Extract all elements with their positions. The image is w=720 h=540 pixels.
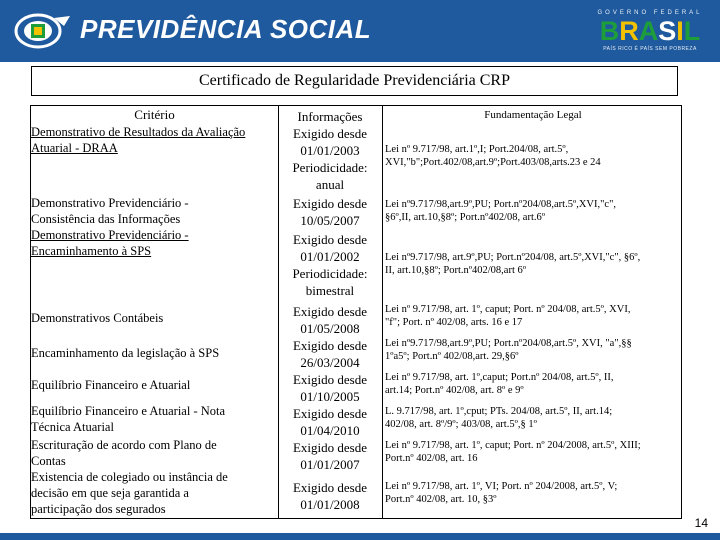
informacoes-line: bimestral: [305, 283, 355, 298]
fundamentacao-line: Lei nº9.717/98, art.9º,PU; Port.nº204/08, art.5º,XVI,"c", §6º,: [385, 252, 641, 263]
criterio-line: Existencia de colegiado ou instância de: [31, 470, 228, 484]
informacoes-line: 01/01/2002: [300, 249, 360, 264]
fundamentacao-line: Lei nº 9.717/98, art. 1º, caput; Port. nº 204/2008, art.5º, XIII;: [385, 440, 641, 451]
header-bar: [0, 0, 720, 62]
fundamentacao-line: §6º,II, art.10,§8º; Port.nº402/08, art.6º: [385, 212, 546, 223]
informacoes-line: Exigido desde: [292, 338, 367, 353]
criterio-line: Demonstrativo de Resultados da Avaliação: [31, 125, 246, 139]
informacoes-line: Exigido desde: [292, 196, 367, 211]
informacoes-line: Exigido desde: [292, 304, 367, 319]
fundamentacao-line: Port.nº 402/08, art. 16: [385, 453, 478, 464]
fundamentacao-line: Port.nº 402/08, art. 10, §3º: [385, 494, 497, 505]
informacoes-line: Exigido desde: [292, 406, 367, 421]
fundamentacao-line: "f"; Port. nº 402/08, arts. 16 e 17: [385, 317, 523, 328]
fundamentacao-cell: [384, 198, 681, 224]
fundamentacao-line: Lei nº 9.717/98, art. 1º,caput; Port.nº 204/08, art.5º, II,: [385, 372, 614, 383]
criterio-line: participação dos segurados: [31, 502, 166, 516]
fundamentacao-line: Lei nº9.717/98,art.9º,PU; Port.nº204/08,art.5º, XVI, "a",§§: [385, 338, 632, 349]
fundamentacao-cell: [384, 143, 681, 169]
informacoes-line: 10/05/2007: [300, 213, 360, 228]
informacoes-cell: [279, 371, 381, 405]
criterio-line: Demonstrativo Previdenciário -: [31, 196, 189, 210]
fundamentacao-cell: [384, 480, 681, 506]
fundamentacao-cell: [384, 405, 681, 431]
header-criterio: Critério: [134, 107, 175, 122]
page-title: Certificado de Regularidade Previdenciária CRP: [31, 66, 678, 96]
criterio-line: Contas: [31, 454, 66, 468]
criterio-cell: [31, 403, 278, 435]
fundamentacao-line: L. 9.717/98, art. 1º,cput; PTs. 204/08, art.5º, II, art.14;: [385, 406, 613, 417]
criterio-line: Encaminhamento da legislação à SPS: [31, 346, 220, 360]
criterio-line: decisão em que seja garantida a: [31, 486, 189, 500]
fundamentacao-line: Lei nº 9.717/98, art.1º,I; Port.204/08, art.5º,: [385, 144, 569, 155]
informacoes-cell: [279, 195, 381, 229]
informacoes-line: Periodicidade:: [292, 266, 368, 281]
header-fundamentacao: Fundamentação Legal: [484, 109, 582, 121]
criterio-line: Atuarial - DRAA: [31, 141, 118, 155]
criterio-line: Demonstrativo Previdenciário -: [31, 228, 189, 242]
criterio-cell: [31, 227, 278, 259]
informacoes-line: 01/05/2008: [300, 321, 360, 336]
informacoes-line: 01/04/2010: [300, 423, 360, 438]
criterio-cell: [31, 469, 278, 517]
fundamentacao-line: Lei nº9.717/98,art.9º,PU; Port.nº204/08,art.5º,XVI,"c",: [385, 199, 616, 210]
brasil-top-text: GOVERNO FEDERAL: [597, 10, 703, 16]
criterio-cell: [31, 345, 278, 361]
fundamentacao-line: art.14; Port.nº 402/08, art. 8º e 9º: [385, 385, 524, 396]
header-informacoes: Informações: [297, 109, 363, 124]
informacoes-cell: [279, 231, 381, 299]
fundamentacao-cell: [384, 251, 681, 277]
informacoes-line: 01/10/2005: [300, 389, 360, 404]
column-divider: [382, 106, 383, 518]
logo-text: PREVIDÊNCIA SOCIAL: [80, 14, 372, 44]
informacoes-cell: [279, 479, 381, 513]
informacoes-line: Exigido desde: [292, 126, 367, 141]
criterio-line: Encaminhamento à SPS: [31, 244, 152, 258]
criterio-cell: [31, 310, 278, 326]
fundamentacao-line: II, art.10,§8º; Port.nº402/08,art 6º: [385, 265, 526, 276]
criterio-cell: [31, 437, 278, 469]
informacoes-line: 01/01/2007: [300, 457, 360, 472]
fundamentacao-line: Lei nº 9.717/98, art. 1º, caput; Port. nº 204/08, art.5º, XVI,: [385, 304, 631, 315]
criterio-line: Equilíbrio Financeiro e Atuarial: [31, 378, 191, 392]
criterio-cell: [31, 124, 278, 156]
page-number: 14: [694, 516, 708, 530]
informacoes-line: Exigido desde: [292, 232, 367, 247]
informacoes-cell: [279, 439, 381, 473]
fundamentacao-cell: [384, 439, 681, 465]
informacoes-line: Exigido desde: [292, 372, 367, 387]
brasil-slogan: PAÍS RICO É PAÍS SEM POBREZA: [603, 46, 697, 52]
informacoes-cell: [279, 303, 381, 337]
brasil-logo: [590, 10, 710, 52]
criterio-line: Equilíbrio Financeiro e Atuarial - Nota: [31, 404, 226, 418]
informacoes-line: Periodicidade:: [292, 160, 368, 175]
fundamentacao-line: 1ºa5º; Port.nº 402/08,art. 29,§6º: [385, 351, 519, 362]
criterio-cell: [31, 377, 278, 393]
fundamentacao-cell: [384, 303, 681, 329]
informacoes-line: anual: [315, 177, 345, 192]
previdencia-logo-icon: [14, 12, 72, 50]
brasil-word: BRASIL: [599, 16, 701, 46]
informacoes-line: 01/01/2003: [300, 143, 360, 158]
informacoes-line: Exigido desde: [292, 480, 367, 495]
fundamentacao-line: XVI,"b";Port.402/08,art.9º;Port.403/08,arts.23 e 24: [385, 157, 601, 168]
criterio-line: Consistência das Informações: [31, 212, 181, 226]
criterio-line: Escrituração de acordo com Plano de: [31, 438, 217, 452]
fundamentacao-cell: [384, 337, 681, 363]
informacoes-line: Exigido desde: [292, 440, 367, 455]
informacoes-line: 01/01/2008: [300, 497, 360, 512]
informacoes-cell: [279, 337, 381, 371]
informacoes-cell: [279, 405, 381, 439]
crp-table: [30, 105, 682, 519]
fundamentacao-cell: [384, 371, 681, 397]
informacoes-cell: [279, 125, 381, 193]
criterio-cell: [31, 195, 278, 227]
criterio-line: Técnica Atuarial: [31, 420, 114, 434]
fundamentacao-line: Lei nº 9.717/98, art. 1º, VI; Port. nº 204/2008, art.5º, V;: [385, 481, 618, 492]
informacoes-line: 26/03/2004: [300, 355, 360, 370]
footer-bar: [0, 533, 720, 540]
fundamentacao-line: 402/08, art. 8º/9º; 403/08, art.5º,§ 1º: [385, 419, 537, 430]
criterio-line: Demonstrativos Contábeis: [31, 311, 164, 325]
